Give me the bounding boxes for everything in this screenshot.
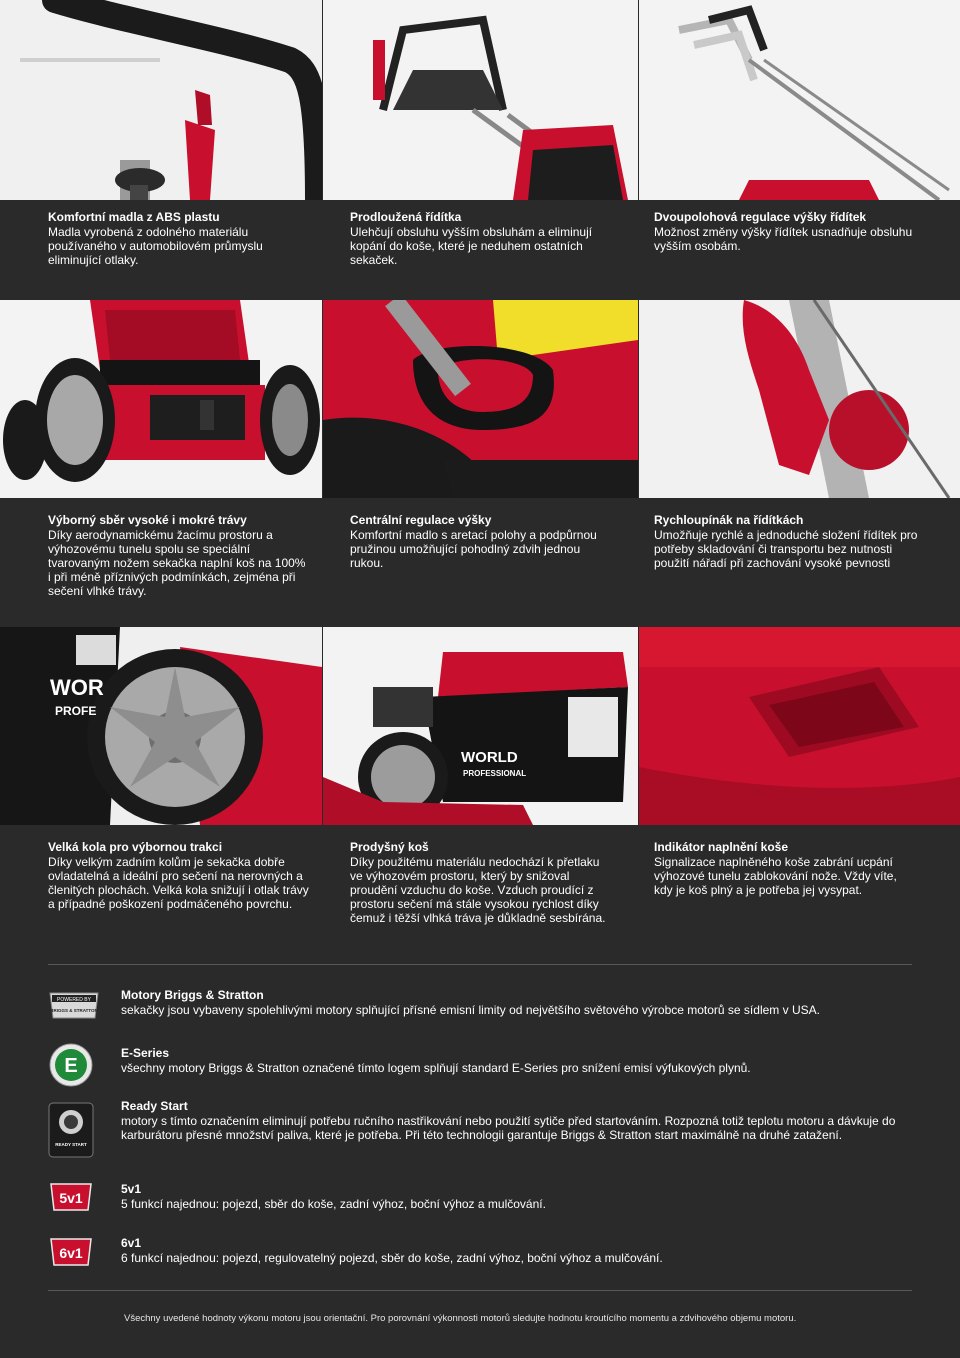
logo-title: 6v1 — [121, 1236, 142, 1250]
feature-text: Umožňuje rychlé a jednoduché složení řídítek pro potřeby skladování či transportu bez nutnosti použití nářadí při zachování vysoké pevnosti — [654, 528, 918, 570]
feature-title: Dvoupolohová regulace výšky řídítek — [654, 210, 867, 224]
photo-two-position-handlebar — [639, 0, 960, 200]
feature-title: Centrální regulace výšky — [350, 513, 492, 527]
feature-central-height — [350, 513, 613, 570]
photo-abs-handles — [0, 0, 322, 200]
badge-text: 6v1 — [59, 1245, 83, 1261]
feature-title: Rychloupínák na řídítkách — [654, 513, 804, 527]
photo-central-height — [323, 300, 638, 498]
feature-title: Komfortní madla z ABS plastu — [48, 210, 220, 224]
feature-text: Signalizace naplněného koše zabrání ucpání výhozové tunelu zablokování nože. Vždy víte, kdy je koš plný a je potřeba jej vysypat. — [654, 855, 897, 897]
photo-big-wheels — [0, 627, 322, 825]
feature-text: Komfortní madlo s aretací polohy a podpůrnou pružinou umožňující pohodlný zdvih jednou rukou. — [350, 528, 597, 570]
feature-title: Indikátor naplnění koše — [654, 840, 789, 854]
feature-title: Výborný sběr vysoké i mokré trávy — [48, 513, 247, 527]
photo-extended-handlebar — [323, 0, 638, 200]
logo-e-series — [121, 1046, 912, 1075]
feature-text: Díky aerodynamickému žacímu prostoru a výhozovému tunelu spolu se speciální tvarovaným nožem sekačka naplní koš na 100% i při méně příznivých podmínkách, zejména při sečení vlhké trávy. — [48, 528, 306, 598]
ready-start-badge — [48, 1102, 94, 1158]
logo-text: motory s tímto označením eliminují potřebu ručního nastřikování nebo použití sytiče před startováním. Rozpozná totiž teplotu motoru a dávkuje do karburátoru přesné množství paliva, které je potřeba. Při této technologii garantuje Briggs & Stratton start maximálně na druhé zatažení. — [121, 1113, 896, 1142]
logo-title: Ready Start — [121, 1099, 188, 1113]
feature-text: Díky velkým zadním kolům je sekačka dobře ovladatelná a ideální pro sečení na nerovných a členitých plochách. Velká kola snižují i otlak trávy a případné poškození podmáčeného povrchu. — [48, 855, 309, 911]
six-in-one-badge — [48, 1237, 94, 1267]
separator-top — [48, 964, 912, 965]
feature-big-wheels — [48, 840, 310, 911]
feature-abs-handles — [48, 210, 310, 267]
feature-quick-release — [654, 513, 918, 570]
feature-text: Madla vyrobená z odolného materiálu používaného v automobilovém průmyslu eliminující otlaky. — [48, 225, 263, 267]
feature-breathable-bag — [350, 840, 613, 925]
badge-text: POWERED BY — [57, 997, 91, 1003]
logo-text: 6 funkcí najednou: pojezd, regulovatelný pojezd, sběr do koše, zadní výhoz, boční výhoz a mulčování. — [121, 1250, 663, 1265]
logo-6v1 — [121, 1236, 912, 1265]
logo-briggs-stratton — [121, 988, 912, 1017]
bag-logo-partial: WOR — [50, 675, 104, 700]
feature-text: Díky použitému materiálu nedochází k přetlaku ve výhozovém prostoru, který by snižoval proudění vzduchu do koše. Vzduch proudící z prostoru sečení má stále vysokou rychlost díky čemuž i těžší vlhká tráva je důkladně sesbírána. — [350, 855, 606, 925]
photo-quick-release — [639, 300, 960, 498]
feature-grass-collection — [48, 513, 310, 598]
logo-title: 5v1 — [121, 1182, 142, 1196]
logo-text: všechny motory Briggs & Stratton označené tímto logem splňují standard E-Series pro snížení emisí výfukových plynů. — [121, 1060, 751, 1075]
badge-sub-text: BRIGGS & STRATTON — [50, 1008, 98, 1013]
five-in-one-badge — [48, 1182, 94, 1212]
badge-text: READY START — [55, 1142, 87, 1147]
photo-grass-collection — [0, 300, 322, 498]
bag-logo: WORLD — [461, 749, 518, 766]
separator-bottom — [48, 1290, 912, 1291]
logo-title: Motory Briggs & Stratton — [121, 988, 264, 1002]
feature-extended-handlebar — [350, 210, 613, 267]
briggs-stratton-badge — [48, 988, 100, 1022]
badge-text: E — [64, 1055, 78, 1077]
feature-two-position — [654, 210, 918, 253]
badge-text: 5v1 — [59, 1190, 83, 1206]
photo-fill-indicator — [639, 627, 960, 825]
e-series-badge — [48, 1042, 94, 1088]
logo-ready-start — [121, 1099, 912, 1143]
feature-fill-indicator — [654, 840, 918, 897]
feature-title: Velká kola pro výbornou trakci — [48, 840, 223, 854]
logo-text: 5 funkcí najednou: pojezd, sběr do koše, zadní výhoz, boční výhoz a mulčování. — [121, 1196, 546, 1211]
photo-breathable-bag — [323, 627, 638, 825]
feature-title: Prodyšný koš — [350, 840, 429, 854]
bag-logo-sub: PROFESSIONAL — [463, 769, 527, 778]
feature-title: Prodloužená řídítka — [350, 210, 462, 224]
logo-title: E-Series — [121, 1046, 170, 1060]
logo-text: sekačky jsou vybaveny spolehlivými motory splňující přísné emisní limity od největšího světového výrobce motorů se sídlem v USA. — [121, 1002, 820, 1017]
bag-logo-partial-sub: PROFE — [55, 704, 97, 718]
logo-5v1 — [121, 1182, 912, 1211]
feature-text: Možnost změny výšky řídítek usnadňuje obsluhu vyšším osobám. — [654, 225, 913, 253]
feature-text: Ulehčují obsluhu vyšším obsluhám a eliminují kopání do koše, které je neduhem ostatních sekaček. — [350, 225, 593, 267]
footer-note: Všechny uvedené hodnoty výkonu motoru jsou orientační. Pro porovnání výkonnosti motorů sledujte hodnotu kroutícího momentu a zdvihového objemu motoru. — [124, 1313, 797, 1324]
